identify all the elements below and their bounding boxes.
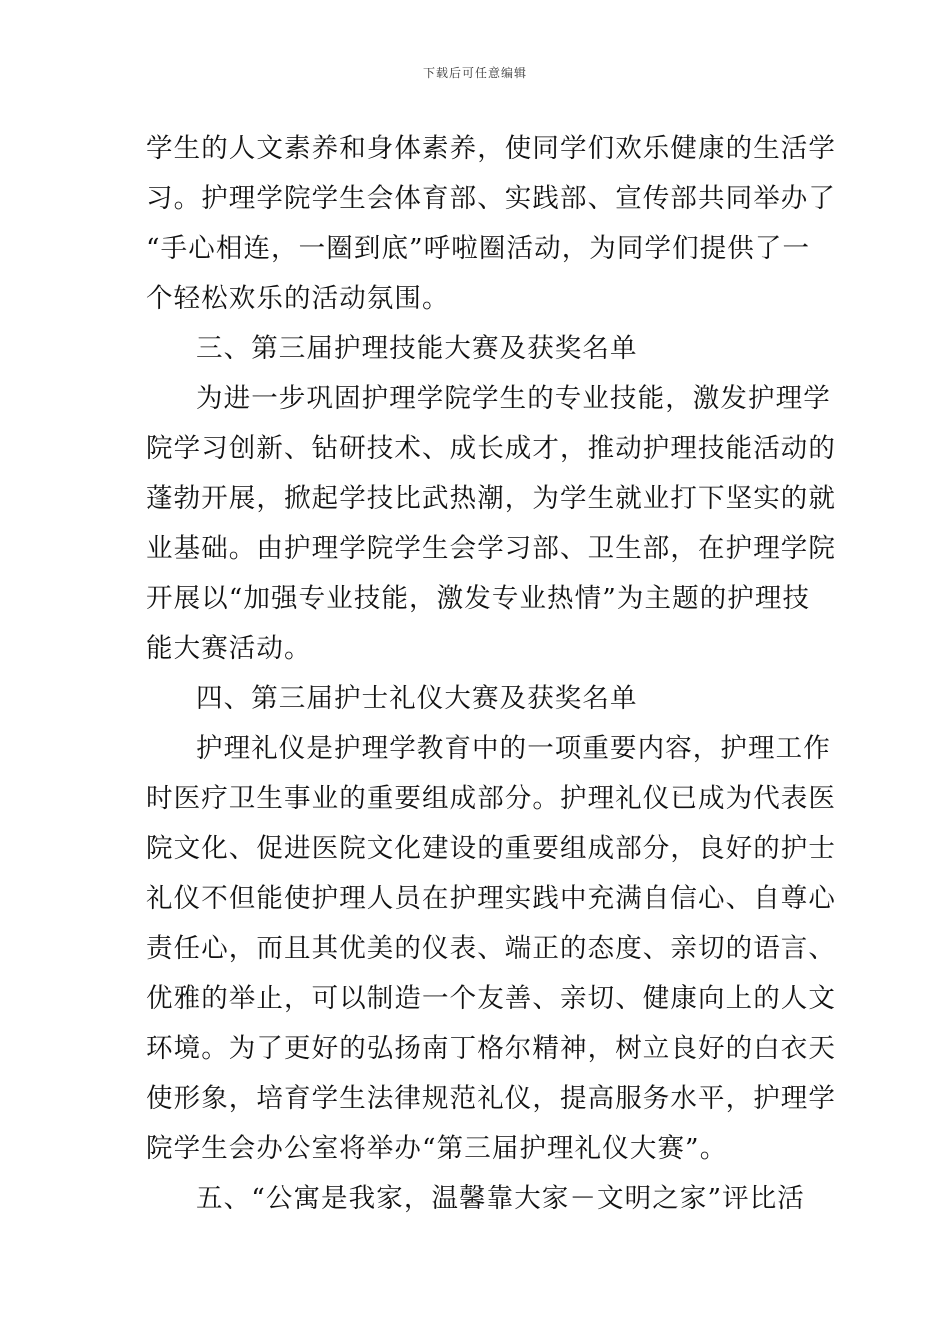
text-line: 时医疗卫生事业的重要组成部分。护理礼仪已成为代表医 <box>146 783 836 814</box>
text-line: 礼仪不但能使护理人员在护理实践中充满自信心、自尊心 <box>146 883 836 914</box>
text-line: “手心相连，一圈到底”呼啦圈活动，为同学们提供了一 <box>146 233 811 264</box>
text-line: 使形象，培育学生法律规范礼仪，提高服务水平，护理学 <box>146 1083 836 1114</box>
text-line: 习。护理学院学生会体育部、实践部、宣传部共同举办了 <box>146 183 836 214</box>
section-heading: 三、第三届护理技能大赛及获奖名单 <box>196 333 638 364</box>
text-line: 开展以“加强专业技能，激发专业热情”为主题的护理技 <box>146 583 811 614</box>
text-line: 学生的人文素养和身体素养，使同学们欢乐健康的生活学 <box>146 133 836 164</box>
section-heading: 四、第三届护士礼仪大赛及获奖名单 <box>196 683 638 714</box>
text-line: 蓬勃开展，掀起学技比武热潮，为学生就业打下坚实的就 <box>146 483 836 514</box>
text-line: 能大赛活动。 <box>146 633 312 664</box>
text-line: 业基础。由护理学院学生会学习部、卫生部，在护理学院 <box>146 533 836 564</box>
text-line: 院学生会办公室将举办“第三届护理礼仪大赛”。 <box>146 1133 728 1164</box>
text-line: 优雅的举止，可以制造一个友善、亲切、健康向上的人文 <box>146 983 836 1014</box>
text-line: 为进一步巩固护理学院学生的专业技能，激发护理学 <box>196 383 831 414</box>
text-line: 责任心，而且其优美的仪表、端正的态度、亲切的语言、 <box>146 933 836 964</box>
text-line: 院文化、促进医院文化建设的重要组成部分，良好的护士 <box>146 833 836 864</box>
section-heading: 五、“公寓是我家，温馨靠大家－文明之家”评比活 <box>196 1183 805 1214</box>
text-line: 环境。为了更好的弘扬南丁格尔精神，树立良好的白衣天 <box>146 1033 836 1064</box>
text-line: 个轻松欢乐的活动氛围。 <box>146 283 450 314</box>
text-line: 护理礼仪是护理学教育中的一项重要内容，护理工作 <box>196 733 831 764</box>
page-header: 下载后可任意编辑 <box>422 66 527 80</box>
text-line: 院学习创新、钻研技术、成长成才，推动护理技能活动的 <box>146 433 836 464</box>
